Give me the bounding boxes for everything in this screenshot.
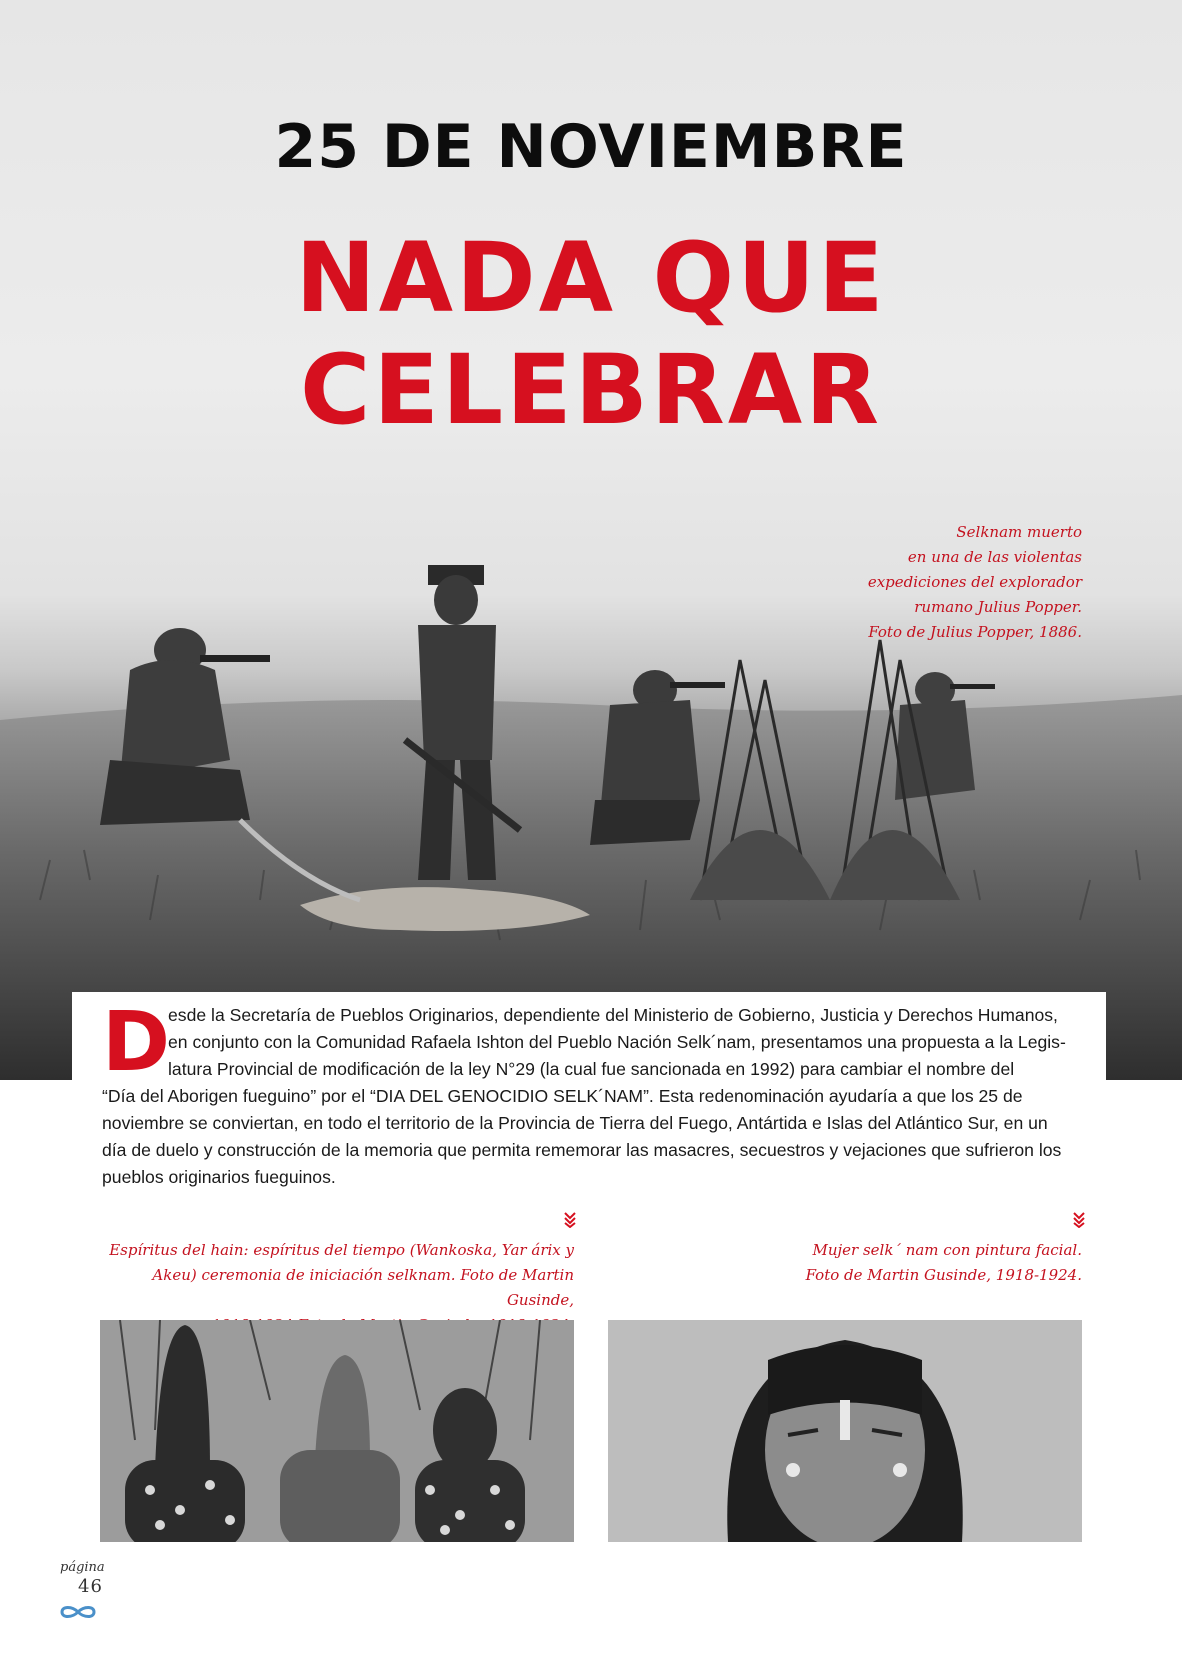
caption-line: Mujer selk´ nam con pintura facial. [812,1241,1082,1259]
drop-cap: D [102,995,171,1090]
article-line: día de duelo y construcción de la memoria que permita rememorar las masacres, secuestros y vejaciones que sufrieron los [102,1140,1062,1160]
chevron-down-icon [1073,1212,1085,1228]
right-figure-caption [620,1238,1082,1288]
caption-line: en una de las violentas [907,548,1082,566]
article-body [72,992,1106,1202]
headline-line-2: CELEBRAR [299,334,883,446]
caption-line: Selknam muerto [956,523,1082,541]
article-line: en conjunto con la Comunidad Rafaela Ishton del Pueblo Nación Selk´nam, presentamos una propuesta a la Legis- [168,1032,1066,1052]
article-line: esde la Secretaría de Pueblos Originarios, dependiente del Ministerio de Gobierno, Justicia y Derechos Humanos, [168,1005,1058,1025]
selknam-woman-photo [608,1320,1082,1542]
article-line: pueblos originarios fueguinos. [102,1167,336,1187]
hain-spirits-photo [100,1320,574,1542]
article-paragraph [102,995,1102,1191]
caption-line: Espíritus del hain: espíritus del tiempo (Wankoska, Yar árix y [109,1241,574,1259]
caption-line: Foto de Martin Gusinde, 1918-1924. [805,1266,1082,1284]
headline [0,222,1182,446]
chevron-down-icon [564,1212,576,1228]
caption-line: Foto de Julius Popper, 1886. [868,623,1082,641]
section-kicker: 25 DE NOVIEMBRE [274,112,908,182]
page-number: 46 [78,1576,103,1597]
hero-caption [782,520,1082,645]
caption-line: expediciones del explorador [867,573,1082,591]
article-line: “Día del Aborigen fueguino” por el “DIA DEL GENOCIDIO SELK´NAM”. Esta redenominación ayudaría a que los 25 de [102,1086,1023,1106]
page-label: página [60,1560,105,1575]
headline-line-1: NADA QUE [295,222,887,334]
article-line: latura Provincial de modificación de la ley N°29 (la cual fue sancionada en 1992) para cambiar el nombre del [168,1059,1015,1079]
caption-line: rumano Julius Popper. [914,598,1082,616]
infinity-logo-icon [58,1604,98,1620]
article-line: noviembre se conviertan, en todo el territorio de la Provincia de Tierra del Fuego, Antártida e Islas del Atlántico Sur, en un [102,1113,1048,1133]
caption-line: Akeu) ceremonia de iniciación selknam. Foto de Martin Gusinde, [152,1266,574,1309]
